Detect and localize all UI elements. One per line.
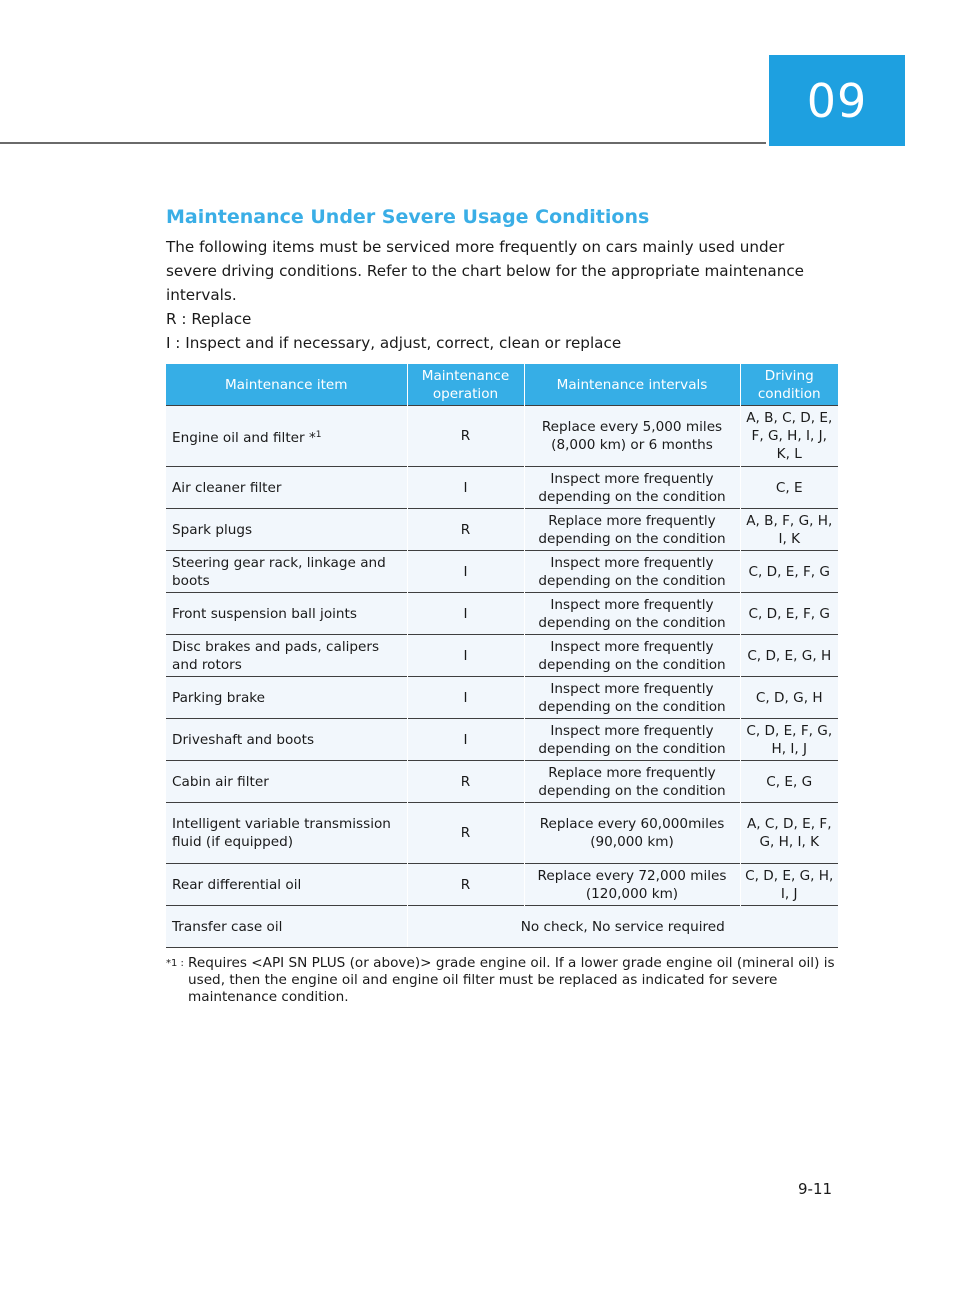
- header-maintenance-operation: Maintenance operation: [407, 364, 524, 406]
- interval-cell: Inspect more frequently depending on the condition: [524, 719, 740, 761]
- table-row: [166, 677, 838, 719]
- condition-cell: A, C, D, E, F, G, H, I, K: [740, 803, 838, 864]
- item-cell: Air cleaner filter: [166, 467, 407, 509]
- header-rule: [0, 142, 766, 144]
- operation-cell: R: [407, 509, 524, 551]
- table-header-row: [166, 364, 838, 406]
- table-row: [166, 406, 838, 467]
- footnote-text: Requires <API SN PLUS (or above)> grade engine oil. If a lower grade engine oil (mineral oil) is used, then the engine oil and engine oil filter must be replaced as indicated for severe maintenance condition.: [188, 955, 835, 1005]
- operation-cell: I: [407, 593, 524, 635]
- condition-cell: A, B, C, D, E, F, G, H, I, J, K, L: [740, 406, 838, 467]
- item-cell: Driveshaft and boots: [166, 719, 407, 761]
- condition-cell: C, D, E, G, H, I, J: [740, 864, 838, 906]
- table-row: [166, 467, 838, 509]
- header-maintenance-item: Maintenance item: [166, 364, 407, 406]
- footnote-ref: 1: [315, 429, 322, 440]
- condition-cell: C, D, E, F, G, H, I, J: [740, 719, 838, 761]
- item-cell: Intelligent variable transmission fluid (if equipped): [166, 803, 407, 864]
- operation-cell: R: [407, 406, 524, 467]
- merged-cell: No check, No service required: [407, 906, 838, 948]
- condition-cell: C, D, G, H: [740, 677, 838, 719]
- interval-cell: Replace every 60,000miles (90,000 km): [524, 803, 740, 864]
- interval-cell: Inspect more frequently depending on the condition: [524, 635, 740, 677]
- interval-cell: Inspect more frequently depending on the condition: [524, 467, 740, 509]
- table-row: [166, 906, 838, 948]
- item-text: Engine oil and filter *: [172, 429, 316, 446]
- interval-cell: Inspect more frequently depending on the condition: [524, 677, 740, 719]
- item-cell: Rear differential oil: [166, 864, 407, 906]
- table-row: [166, 593, 838, 635]
- condition-cell: A, B, F, G, H, I, K: [740, 509, 838, 551]
- chapter-number: 09: [806, 73, 868, 128]
- table-row: [166, 635, 838, 677]
- interval-cell: Replace every 5,000 miles (8,000 km) or 6 months: [524, 406, 740, 467]
- operation-cell: I: [407, 719, 524, 761]
- operation-cell: R: [407, 803, 524, 864]
- interval-cell: Inspect more frequently depending on the condition: [524, 593, 740, 635]
- table-row: [166, 719, 838, 761]
- operation-cell: I: [407, 551, 524, 593]
- legend-replace: R : Replace: [166, 310, 252, 328]
- operation-cell: R: [407, 864, 524, 906]
- condition-cell: C, D, E, F, G: [740, 551, 838, 593]
- table-row: [166, 761, 838, 803]
- interval-cell: Replace more frequently depending on the condition: [524, 761, 740, 803]
- chapter-tab: [769, 55, 905, 146]
- legend-inspect: I : Inspect and if necessary, adjust, correct, clean or replace: [166, 334, 622, 352]
- maintenance-table: [166, 364, 838, 948]
- interval-cell: Replace every 72,000 miles (120,000 km): [524, 864, 740, 906]
- condition-cell: C, E, G: [740, 761, 838, 803]
- item-cell: Disc brakes and pads, calipers and rotors: [166, 635, 407, 677]
- condition-cell: C, D, E, F, G: [740, 593, 838, 635]
- operation-cell: I: [407, 467, 524, 509]
- table-row: [166, 509, 838, 551]
- header-maintenance-intervals: Maintenance intervals: [524, 364, 740, 406]
- interval-cell: Inspect more frequently depending on the condition: [524, 551, 740, 593]
- table-row: [166, 864, 838, 906]
- operation-cell: I: [407, 677, 524, 719]
- page-number: 9-11: [798, 1180, 833, 1198]
- intro-paragraph: The following items must be serviced more frequently on cars mainly used under severe driving conditions. Refer to the chart below for the appropriate maintenance intervals.: [166, 238, 805, 304]
- header-driving-condition: Driving condition: [740, 364, 838, 406]
- item-cell: Spark plugs: [166, 509, 407, 551]
- table-row: [166, 551, 838, 593]
- item-cell: Steering gear rack, linkage and boots: [166, 551, 407, 593]
- intro-text: [166, 235, 838, 355]
- footnote: [166, 955, 838, 1006]
- operation-cell: I: [407, 635, 524, 677]
- item-cell: Transfer case oil: [166, 906, 407, 948]
- condition-cell: C, D, E, G, H: [740, 635, 838, 677]
- item-cell: [166, 406, 407, 467]
- item-cell: Parking brake: [166, 677, 407, 719]
- item-cell: Front suspension ball joints: [166, 593, 407, 635]
- condition-cell: C, E: [740, 467, 838, 509]
- item-cell: Cabin air filter: [166, 761, 407, 803]
- interval-cell: Replace more frequently depending on the condition: [524, 509, 740, 551]
- table-row: [166, 803, 838, 864]
- section-title: Maintenance Under Severe Usage Conditions: [166, 206, 650, 228]
- operation-cell: R: [407, 761, 524, 803]
- footnote-mark: *1 :: [166, 958, 184, 969]
